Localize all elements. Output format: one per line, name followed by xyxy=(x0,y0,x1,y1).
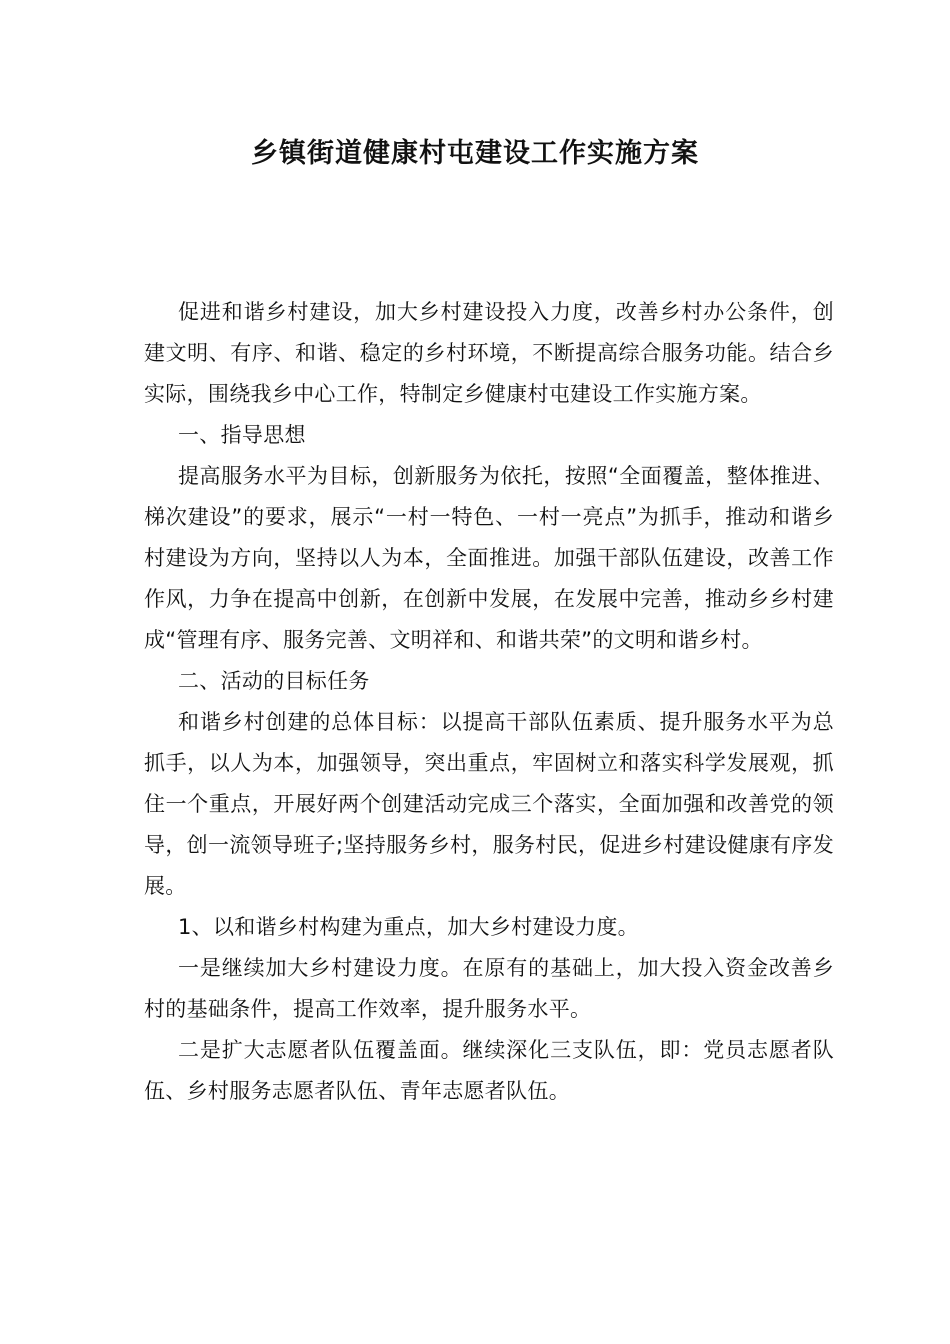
section-heading-guiding-thought: 一、指导思想 xyxy=(178,423,306,447)
document-title: 乡镇街道健康村屯建设工作实施方案 xyxy=(251,138,699,169)
intro-paragraph: 促进和谐乡村建设，加大乡村建设投入力度，改善乡村办公条件，创建文明、有序、和谐、稳定的乡村环境，不断提高综合服务功能。结合乡实际，围绕我乡中心工作，特制定乡健康村屯建设工作实施方案。 xyxy=(144,300,834,406)
item-two-paragraph: 二是扩大志愿者队伍覆盖面。继续深化三支队伍，即：党员志愿者队伍、乡村服务志愿者队伍、青年志愿者队伍。 xyxy=(144,1038,834,1103)
document-body xyxy=(144,292,834,1112)
goals-paragraph: 和谐乡村创建的总体目标：以提高干部队伍素质、提升服务水平为总抓手，以人为本，加强领导，突出重点，牢固树立和落实科学发展观，抓住一个重点，开展好两个创建活动完成三个落实，全面加强和改善党的领导，创一流领导班子;坚持服务乡村，服务村民，促进乡村建设健康有序发展。 xyxy=(144,710,834,898)
subsection-heading-1: 1、以和谐乡村构建为重点，加大乡村建设力度。 xyxy=(178,915,639,939)
section-heading-goals: 二、活动的目标任务 xyxy=(178,669,370,693)
item-one-paragraph: 一是继续加大乡村建设力度。在原有的基础上，加大投入资金改善乡村的基础条件，提高工作效率，提升服务水平。 xyxy=(144,956,834,1021)
guiding-thought-paragraph: 提高服务水平为目标，创新服务为依托，按照“全面覆盖，整体推进、梯次建设”的要求，展示“一村一特色、一村一亮点”为抓手，推动和谐乡村建设为方向，坚持以人为本，全面推进。加强干部队伍建设，改善工作作风，力争在提高中创新，在创新中发展，在发展中完善，推动乡乡村建成“管理有序、服务完善、文明祥和、和谐共荣”的文明和谐乡村。 xyxy=(144,464,834,652)
